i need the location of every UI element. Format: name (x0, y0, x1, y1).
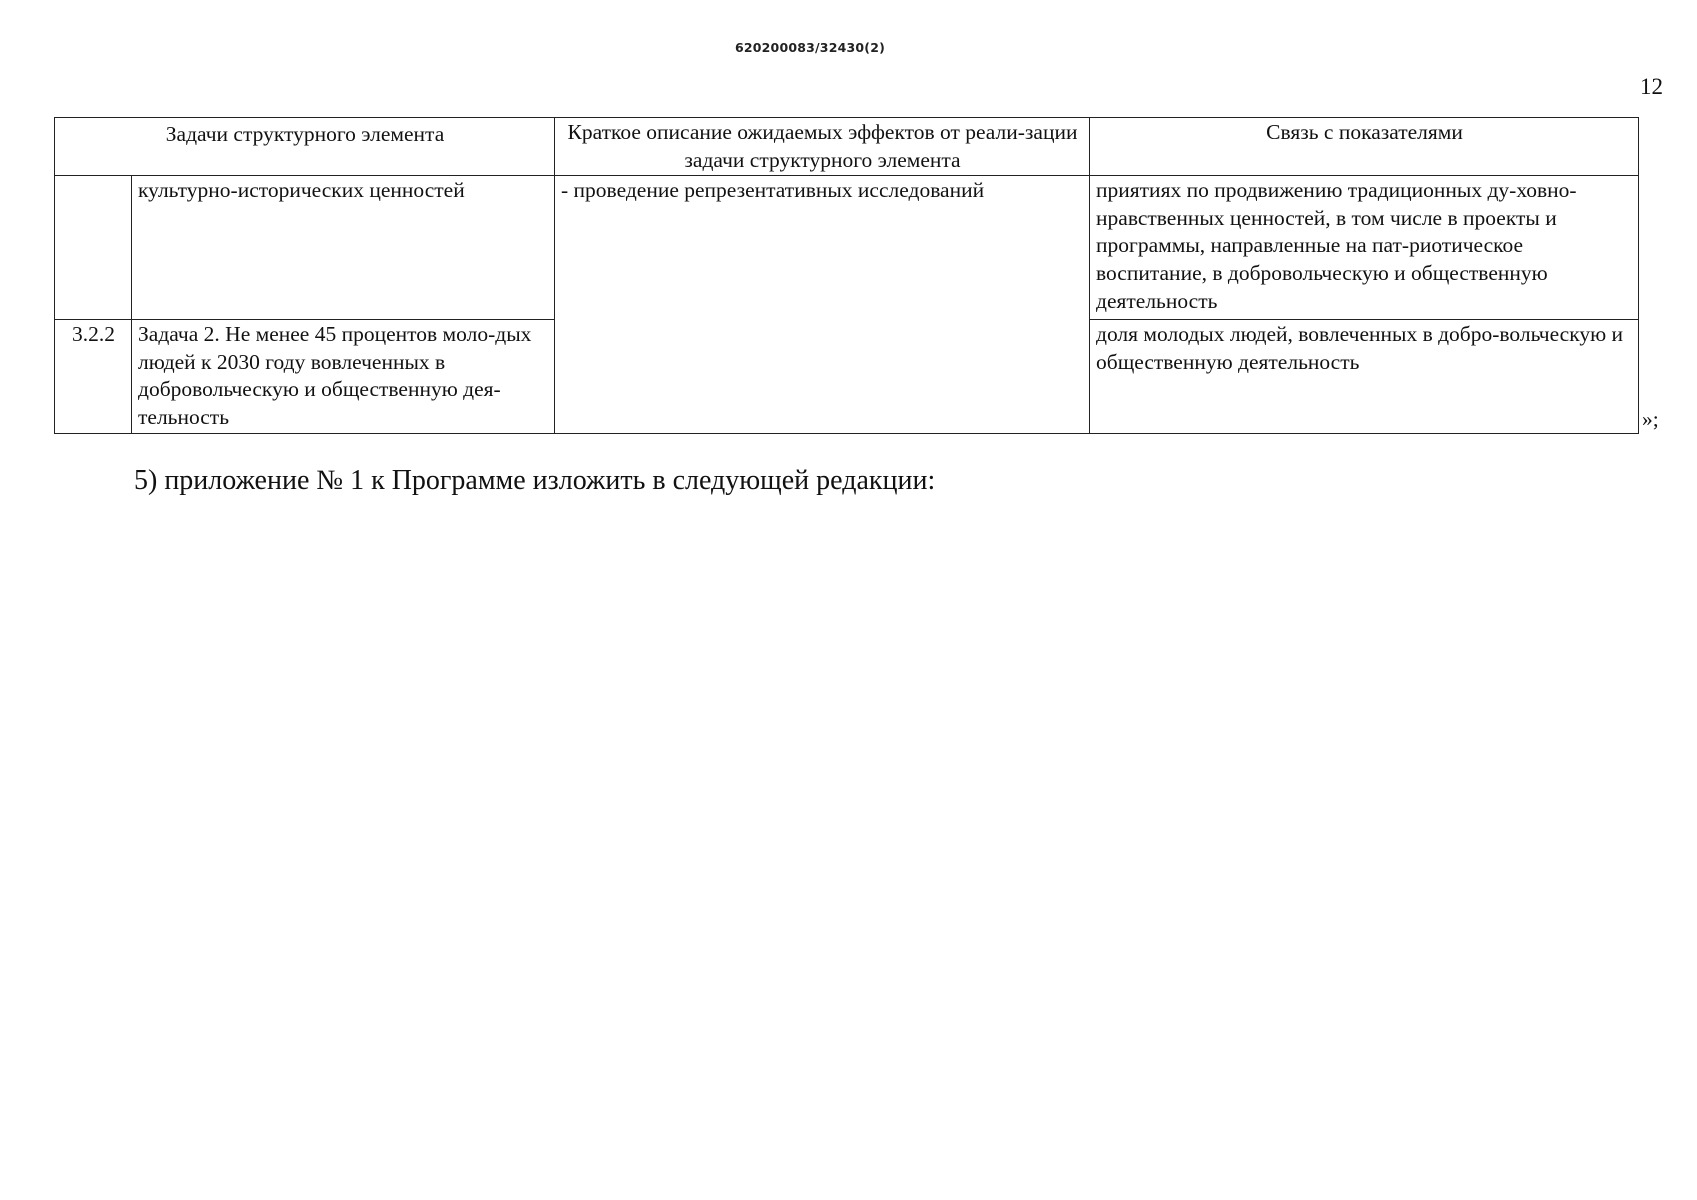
table-header-row (55, 118, 1639, 176)
indicator-cell: приятиях по продвижению традиционных ду-ховно-нравственных ценностей, в том числе в проекты и программы, направленные на пат-риотическое воспитание, в добровольческую и общественную деятельность (1090, 176, 1639, 320)
document-registration-code: 620200083/32430(2) (734, 40, 886, 55)
task-cell: культурно-исторических ценностей (132, 176, 555, 320)
task-cell: Задача 2. Не менее 45 процентов моло-дых людей к 2030 году вовлеченных в добровольческую и общественную дея-тельность (132, 320, 555, 434)
table-row (55, 176, 1639, 320)
column-header-indicators: Связь с показателями (1090, 118, 1639, 176)
row-number: 3.2.2 (55, 320, 132, 434)
effect-cell: - проведение репрезентативных исследований (555, 176, 1090, 434)
indicator-cell: доля молодых людей, вовлеченных в добро-вольческую и общественную деятельность (1090, 320, 1639, 434)
column-header-tasks: Задачи структурного элемента (55, 118, 555, 176)
column-header-effects: Краткое описание ожидаемых эффектов от реали-зации задачи структурного элемента (555, 118, 1090, 176)
tasks-table (54, 117, 1639, 434)
page-number: 12 (1640, 74, 1663, 99)
amendment-paragraph: 5) приложение № 1 к Программе изложить в следующей редакции: (134, 465, 936, 496)
row-number (55, 176, 132, 320)
closing-quote: »; (1642, 407, 1659, 431)
